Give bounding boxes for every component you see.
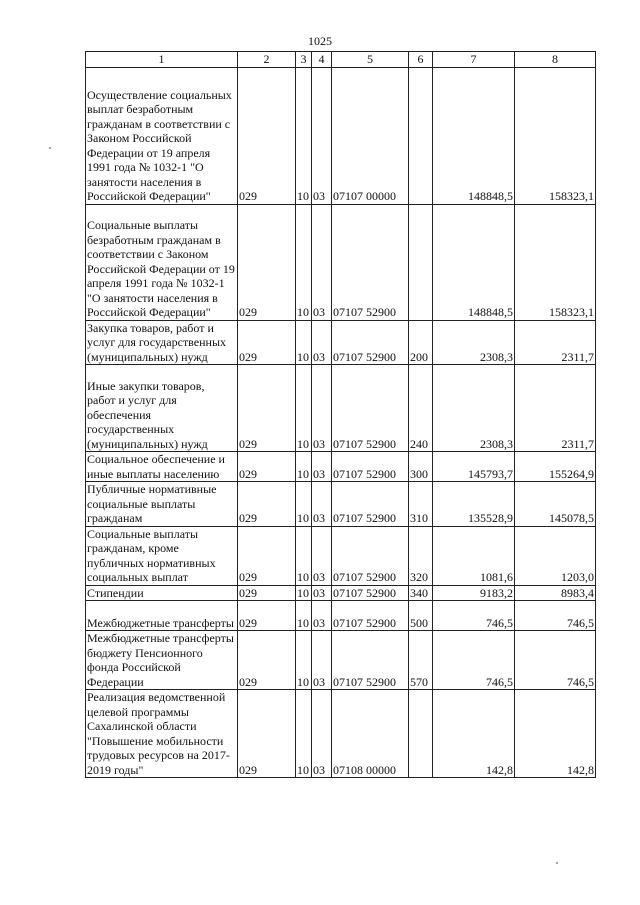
cell-c7: 145793,7	[433, 452, 515, 482]
table-row	[86, 67, 596, 204]
cell-c3: 10	[296, 526, 312, 585]
cell-c4: 03	[312, 320, 332, 365]
scan-speck	[49, 147, 51, 149]
cell-c5: 07107 00000	[332, 67, 409, 204]
cell-c4: 03	[312, 526, 332, 585]
cell-c5: 07107 52900	[332, 482, 409, 527]
cell-c8: 746,5	[515, 631, 596, 690]
cell-c6: 340	[409, 585, 433, 601]
cell-c5: 07107 52900	[332, 585, 409, 601]
cell-c8: 145078,5	[515, 482, 596, 527]
cell-c3: 10	[296, 585, 312, 601]
cell-c4: 03	[312, 204, 332, 320]
row-label: Межбюджетные трансферты бюджету Пенсионного фонда Российской Федерации	[86, 631, 238, 690]
table-row	[86, 482, 596, 527]
cell-c4: 03	[312, 67, 332, 204]
cell-c6: 310	[409, 482, 433, 527]
cell-c7: 746,5	[433, 601, 515, 631]
cell-c7: 2308,3	[433, 320, 515, 365]
scan-speck	[556, 862, 558, 864]
cell-c2: 029	[238, 601, 296, 631]
cell-c6: 500	[409, 601, 433, 631]
cell-c4: 03	[312, 365, 332, 452]
cell-c2: 029	[238, 631, 296, 690]
cell-c3: 10	[296, 365, 312, 452]
cell-c2: 029	[238, 690, 296, 778]
table-row	[86, 204, 596, 320]
cell-c3: 10	[296, 320, 312, 365]
cell-c3: 10	[296, 690, 312, 778]
cell-c5: 07107 52900	[332, 526, 409, 585]
cell-c5: 07107 52900	[332, 631, 409, 690]
cell-c7: 142,8	[433, 690, 515, 778]
table-body	[86, 67, 596, 778]
cell-c3: 10	[296, 482, 312, 527]
cell-c6	[409, 67, 433, 204]
cell-c8: 2311,7	[515, 320, 596, 365]
cell-c8: 746,5	[515, 601, 596, 631]
table-row	[86, 631, 596, 690]
cell-c2: 029	[238, 452, 296, 482]
cell-c2: 029	[238, 365, 296, 452]
row-label: Межбюджетные трансферты	[86, 601, 238, 631]
column-header: 1	[86, 52, 238, 68]
cell-c7: 148848,5	[433, 67, 515, 204]
cell-c7: 9183,2	[433, 585, 515, 601]
column-header: 8	[515, 52, 596, 68]
cell-c6: 300	[409, 452, 433, 482]
cell-c5: 07107 52900	[332, 204, 409, 320]
row-label: Иные закупки товаров, работ и услуг для обеспечения государственных (муниципальных) нужд	[86, 365, 238, 452]
cell-c5: 07107 52900	[332, 601, 409, 631]
cell-c8: 158323,1	[515, 67, 596, 204]
cell-c8: 142,8	[515, 690, 596, 778]
column-header: 2	[238, 52, 296, 68]
cell-c7: 2308,3	[433, 365, 515, 452]
cell-c5: 07107 52900	[332, 452, 409, 482]
cell-c8: 155264,9	[515, 452, 596, 482]
table-row	[86, 601, 596, 631]
cell-c2: 029	[238, 585, 296, 601]
cell-c6: 320	[409, 526, 433, 585]
cell-c7: 135528,9	[433, 482, 515, 527]
column-header: 7	[433, 52, 515, 68]
cell-c6: 240	[409, 365, 433, 452]
row-label: Социальные выплаты гражданам, кроме публичных нормативных социальных выплат	[86, 526, 238, 585]
cell-c3: 10	[296, 631, 312, 690]
cell-c2: 029	[238, 526, 296, 585]
cell-c6	[409, 204, 433, 320]
cell-c4: 03	[312, 690, 332, 778]
cell-c7: 1081,6	[433, 526, 515, 585]
cell-c4: 03	[312, 482, 332, 527]
cell-c3: 10	[296, 204, 312, 320]
row-label: Социальные выплаты безработным гражданам в соответствии с Законом Российской Федерации от 19 апреля 1991 года № 1032-1 "О занятости населения в Российской Федерации"	[86, 204, 238, 320]
row-label: Стипендии	[86, 585, 238, 601]
page-number: 1025	[308, 34, 332, 48]
table-row	[86, 365, 596, 452]
cell-c8: 2311,7	[515, 365, 596, 452]
row-label: Социальное обеспечение и иные выплаты населению	[86, 452, 238, 482]
cell-c5: 07107 52900	[332, 320, 409, 365]
table-row	[86, 452, 596, 482]
row-label: Публичные нормативные социальные выплаты гражданам	[86, 482, 238, 527]
column-header: 5	[332, 52, 409, 68]
cell-c5: 07108 00000	[332, 690, 409, 778]
column-header: 6	[409, 52, 433, 68]
cell-c4: 03	[312, 585, 332, 601]
table-row	[86, 585, 596, 601]
budget-table	[85, 51, 596, 778]
cell-c3: 10	[296, 601, 312, 631]
cell-c5: 07107 52900	[332, 365, 409, 452]
cell-c3: 10	[296, 452, 312, 482]
table-row	[86, 320, 596, 365]
row-label: Реализация ведомственной целевой программы Сахалинской области "Повышение мобильности трудовых ресурсов на 2017-2019 годы"	[86, 690, 238, 778]
cell-c8: 1203,0	[515, 526, 596, 585]
cell-c7: 746,5	[433, 631, 515, 690]
cell-c2: 029	[238, 482, 296, 527]
cell-c6	[409, 690, 433, 778]
cell-c8: 158323,1	[515, 204, 596, 320]
row-label: Закупка товаров, работ и услуг для государственных (муниципальных) нужд	[86, 320, 238, 365]
cell-c4: 03	[312, 601, 332, 631]
cell-c6: 200	[409, 320, 433, 365]
column-header: 4	[312, 52, 332, 68]
row-label: Осуществление социальных выплат безработным гражданам в соответствии с Законом Российской Федерации от 19 апреля 1991 года № 1032-1 "О занятости населения в Российской Федерации"	[86, 67, 238, 204]
cell-c3: 10	[296, 67, 312, 204]
table-header-row	[86, 52, 596, 68]
cell-c6: 570	[409, 631, 433, 690]
column-header: 3	[296, 52, 312, 68]
cell-c4: 03	[312, 631, 332, 690]
cell-c2: 029	[238, 320, 296, 365]
table-row	[86, 690, 596, 778]
cell-c2: 029	[238, 204, 296, 320]
table-row	[86, 526, 596, 585]
cell-c8: 8983,4	[515, 585, 596, 601]
cell-c4: 03	[312, 452, 332, 482]
cell-c7: 148848,5	[433, 204, 515, 320]
cell-c2: 029	[238, 67, 296, 204]
